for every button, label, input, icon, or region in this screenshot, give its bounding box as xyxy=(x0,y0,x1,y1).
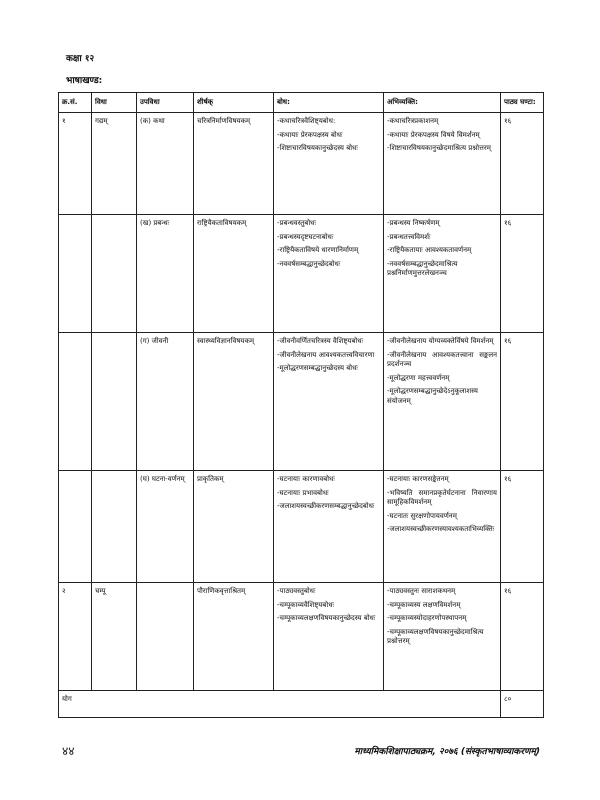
list-item: -कथाचरित्रप्रकाशनम् xyxy=(387,117,439,126)
header-comprehension: बोध: xyxy=(274,93,384,113)
header-expression: अभिव्यक्ति: xyxy=(384,93,501,113)
list-item: -जीवनीलेखनाय आवश्यकतत्त्वाना सङ्कलन प्रदर्शनञ्च xyxy=(387,350,497,369)
cell-hours: १६ xyxy=(501,583,544,691)
list-item: -जलाशयस्वच्छीकरणस्यावश्यकताभिव्यक्तिः xyxy=(387,525,495,534)
list-item: -चम्पूकाव्यस्य लक्षणविमर्शनम् xyxy=(387,600,461,609)
cell-subgenre: (घ) घटना-वर्णनम् xyxy=(137,471,194,583)
list-item: -घटनातः सुरक्षणोपायवर्णनम् xyxy=(387,511,457,520)
list-item: -कथायाः प्रेरकपक्षस्य विषये विमर्शनम् xyxy=(387,130,480,139)
list-item: -नववर्षसम्बद्धानुच्छेदबोधः xyxy=(277,259,341,268)
cell-sn xyxy=(59,471,92,583)
footer-title: माध्यमिकशिक्षापाठ्यक्रम, २०७६ (संस्कृतभाषाव्याकरणम्) xyxy=(354,747,540,757)
list-item: -घटनायाः कारणसङ्केतनम् xyxy=(387,475,449,484)
list-item: -जीवनीलेखनाय योग्यव्यक्तेर्विषये विमर्शनम् xyxy=(387,337,494,346)
list-item: -भविष्यति समानप्रकृतेर्घटनाना निवारणाय सामूहिकविमर्शनम् xyxy=(387,488,497,507)
cell-sn xyxy=(59,333,92,471)
cell-subgenre: (ख) प्रबन्धः xyxy=(137,215,194,333)
list-item: -चम्पूकाव्यलक्षणविषयकानुच्छेदमाश्रित्य प्रश्नोत्तरम् xyxy=(387,627,484,646)
cell-sn xyxy=(59,215,92,333)
cell-title: स्वास्थ्यविज्ञानविषयकम् xyxy=(194,333,274,471)
list-item: -प्रबन्धतत्त्वविमर्शः xyxy=(387,232,431,241)
header-genre: विधा xyxy=(92,93,137,113)
list-item: -प्रबन्धस्य निष्कर्षणम् xyxy=(387,219,440,228)
cell-comprehension xyxy=(274,215,384,333)
list-item: -राष्ट्रियैकताविषये धारणानिर्माणम् xyxy=(277,246,359,255)
cell-hours: १६ xyxy=(501,471,544,583)
header-title: शीर्षक् xyxy=(194,93,274,113)
list-item: -चम्पूकाव्यस्योदाहरणोपस्थापनम् xyxy=(387,614,467,623)
total-label: योग xyxy=(59,691,501,718)
list-item: -कथायाः प्रेरकपक्षस्य बोधः xyxy=(277,130,343,139)
table-row xyxy=(59,333,544,471)
cell-subgenre: (ग) जीवनी xyxy=(137,333,194,471)
table-row xyxy=(59,113,544,215)
cell-expression xyxy=(384,333,501,471)
cell-hours: १६ xyxy=(501,215,544,333)
list-item: -पाठ्यवस्तुनः साराशकथनम् xyxy=(387,587,456,596)
header-subgenre: उपविधा xyxy=(137,93,194,113)
cell-expression xyxy=(384,113,501,215)
list-item: -घटनायाः कारणावबोधः xyxy=(277,475,335,484)
cell-title: राष्ट्रियैकताविषयकम् xyxy=(194,215,274,333)
table-row xyxy=(59,215,544,333)
cell-sn: २ xyxy=(59,583,92,691)
table-row xyxy=(59,471,544,583)
cell-hours: १६ xyxy=(501,333,544,471)
cell-title: प्राकृतिकम् xyxy=(194,471,274,583)
syllabus-table xyxy=(58,92,544,718)
list-item: -जीवनीवर्णितचरित्रस्य वैशिष्ट्यबोधः xyxy=(277,337,364,346)
list-item: -घटनायाः प्रभावबोधः xyxy=(277,488,329,497)
header-sn: क्र.सं. xyxy=(59,93,92,113)
cell-hours: १६ xyxy=(501,113,544,215)
list-item: -जीवनीलेखनाय आवश्यकतत्त्वविचारणा xyxy=(277,350,375,359)
list-item: -नववर्षसम्बद्धानुच्छेदमाश्रित्य प्रश्ननिर्माणमुत्तरलेखनञ्च xyxy=(387,259,458,278)
table-row xyxy=(59,583,544,691)
class-heading: कक्षा १२ xyxy=(66,54,95,64)
cell-comprehension xyxy=(274,333,384,471)
cell-genre xyxy=(92,471,137,583)
table-header-row xyxy=(59,93,544,113)
table-total-row xyxy=(59,691,544,718)
cell-expression xyxy=(384,215,501,333)
cell-comprehension xyxy=(274,471,384,583)
cell-comprehension xyxy=(274,583,384,691)
list-item: -प्रबन्धवस्तुबोधः xyxy=(277,219,316,228)
list-item: -चम्पूकाव्यलक्षणविषयकानुच्छेदस्य बोधः xyxy=(277,614,376,623)
section-heading: भाषाखण्ड: xyxy=(66,76,103,86)
cell-subgenre: (क) कथा xyxy=(137,113,194,215)
list-item: -कथाचरित्रवैशिष्ट्यबोध: xyxy=(277,117,336,126)
page-number: ४४ xyxy=(62,744,75,758)
list-item: -मूलोद्धरणसम्बद्धानुच्छेदस्य बोधः xyxy=(277,364,358,373)
list-item: -चम्पूकाव्यवैशिष्ट्यबोधः xyxy=(277,600,334,609)
cell-genre xyxy=(92,333,137,471)
list-item: -शिष्टाचारविषयकानुच्छेदमाश्रित्य प्रश्नोत्तरम् xyxy=(387,144,491,153)
list-item: -मूलोद्धरणसम्बद्धानुच्छेदेऽनुकूलाशस्य संयोजनम् xyxy=(387,387,478,405)
list-item: -प्रबन्धस्यदृष्टघटनाबोधः xyxy=(277,232,334,241)
list-item: -जलाशयस्वच्छीकरणसम्बद्धानुच्छेदबोधः xyxy=(277,502,375,511)
cell-title: चरित्रनिर्माणविषयकम् xyxy=(194,113,274,215)
cell-expression xyxy=(384,583,501,691)
list-item: -पाठ्यवस्तुबोधः xyxy=(277,587,316,596)
cell-expression xyxy=(384,471,501,583)
cell-comprehension xyxy=(274,113,384,215)
cell-genre xyxy=(92,215,137,333)
total-hours: ८० xyxy=(501,691,544,718)
list-item: -मूलोद्धरणा महत्त्ववर्णनम् xyxy=(387,373,450,382)
cell-genre: चम्पू xyxy=(92,583,137,691)
cell-title: पौराणिकवृत्ताश्रितम् xyxy=(194,583,274,691)
header-hours: पाठ्य घण्टा: xyxy=(501,93,544,113)
cell-sn: १ xyxy=(59,113,92,215)
list-item: -राष्ट्रियैकतायाः आवश्यकतावर्णनम् xyxy=(387,246,472,255)
list-item: -शिष्टाचारविषयकानुच्छेदस्य बोधः xyxy=(277,144,358,153)
cell-genre: गद्यम् xyxy=(92,113,137,215)
cell-subgenre xyxy=(137,583,194,691)
